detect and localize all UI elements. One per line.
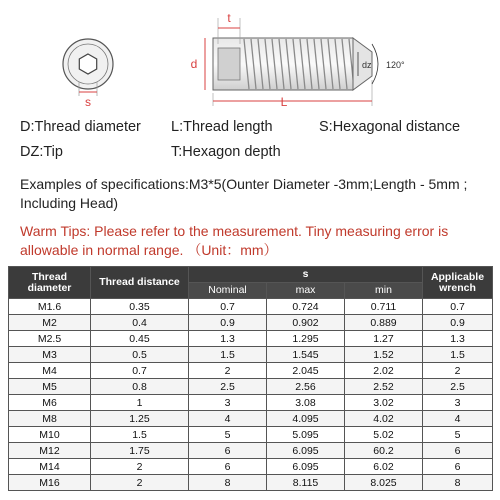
set-screw-diagram [0, 0, 500, 112]
cell-thread-diameter: M12 [9, 443, 91, 459]
cell-wrench: 1.5 [423, 347, 493, 363]
cell-thread-distance: 2 [91, 459, 189, 475]
table-row [9, 395, 493, 411]
cell-min: 8.025 [345, 475, 423, 491]
cell-wrench: 2 [423, 363, 493, 379]
table-row [9, 299, 493, 315]
label-L: L [280, 95, 288, 109]
specs-table [8, 266, 493, 491]
header-thread-distance: Thread distance [91, 267, 189, 299]
cell-max: 5.095 [267, 427, 345, 443]
table-row [9, 475, 493, 491]
cell-nominal: 8 [189, 475, 267, 491]
specification-example: Examples of specifications:M3*5(Ounter Diameter -3mm;Length - 5mm ; Including Head) [20, 176, 468, 211]
cell-thread-distance: 0.35 [91, 299, 189, 315]
table-row [9, 427, 493, 443]
cell-thread-distance: 1.5 [91, 427, 189, 443]
cell-thread-distance: 1.75 [91, 443, 189, 459]
cell-nominal: 3 [189, 395, 267, 411]
cell-max: 6.095 [267, 459, 345, 475]
cell-wrench: 0.7 [423, 299, 493, 315]
cell-thread-diameter: M2.5 [9, 331, 91, 347]
legend-hexagon-depth: T:Hexagon depth [171, 144, 281, 160]
cell-min: 4.02 [345, 411, 423, 427]
cell-thread-distance: 0.5 [91, 347, 189, 363]
cell-thread-diameter: M5 [9, 379, 91, 395]
table-row [9, 363, 493, 379]
cell-thread-distance: 1 [91, 395, 189, 411]
cell-thread-diameter: M6 [9, 395, 91, 411]
label-s: s [85, 95, 91, 109]
cell-thread-diameter: M1.6 [9, 299, 91, 315]
cell-wrench: 4 [423, 411, 493, 427]
cell-thread-distance: 0.4 [91, 315, 189, 331]
cell-thread-distance: 2 [91, 475, 189, 491]
cell-nominal: 0.9 [189, 315, 267, 331]
end-view-icon [63, 39, 113, 109]
specs-table-header [9, 267, 493, 299]
cell-max: 0.902 [267, 315, 345, 331]
header-thread-diameter: Thread diameter [9, 267, 91, 299]
cell-wrench: 5 [423, 427, 493, 443]
cell-thread-diameter: M16 [9, 475, 91, 491]
cell-wrench: 1.3 [423, 331, 493, 347]
legend-thread-length: L:Thread length [171, 119, 273, 135]
cell-thread-distance: 0.45 [91, 331, 189, 347]
warning-tips: Warm Tips: Please refer to the measurement. Tiny measuring error is allowable in normal range. （Unit：mm） [20, 223, 449, 258]
cell-min: 3.02 [345, 395, 423, 411]
cell-min: 6.02 [345, 459, 423, 475]
cell-thread-diameter: M2 [9, 315, 91, 331]
side-view-icon [191, 11, 405, 109]
header-nominal: Nominal [189, 283, 267, 299]
cell-wrench: 8 [423, 475, 493, 491]
cell-min: 0.889 [345, 315, 423, 331]
table-row [9, 411, 493, 427]
header-min: min [345, 283, 423, 299]
cell-thread-distance: 1.25 [91, 411, 189, 427]
label-t: t [227, 11, 231, 25]
cell-min: 60.2 [345, 443, 423, 459]
table-row [9, 315, 493, 331]
cell-thread-distance: 0.8 [91, 379, 189, 395]
cell-wrench: 6 [423, 443, 493, 459]
header-max: max [267, 283, 345, 299]
cell-max: 8.115 [267, 475, 345, 491]
cell-nominal: 1.5 [189, 347, 267, 363]
cell-max: 2.045 [267, 363, 345, 379]
cell-max: 3.08 [267, 395, 345, 411]
cell-min: 2.52 [345, 379, 423, 395]
table-row [9, 459, 493, 475]
cell-max: 6.095 [267, 443, 345, 459]
cell-max: 4.095 [267, 411, 345, 427]
legend-thread-diameter: D:Thread diameter [20, 119, 141, 135]
table-row [9, 331, 493, 347]
cell-nominal: 6 [189, 459, 267, 475]
cell-thread-diameter: M4 [9, 363, 91, 379]
cell-wrench: 2.5 [423, 379, 493, 395]
cell-nominal: 4 [189, 411, 267, 427]
header-applicable-wrench: Applicable wrench [423, 267, 493, 299]
cell-min: 1.52 [345, 347, 423, 363]
cell-min: 5.02 [345, 427, 423, 443]
cell-nominal: 1.3 [189, 331, 267, 347]
table-row [9, 379, 493, 395]
cell-thread-diameter: M3 [9, 347, 91, 363]
legend-hexagonal-distance: S:Hexagonal distance [319, 119, 461, 135]
cell-thread-diameter: M14 [9, 459, 91, 475]
cell-nominal: 2 [189, 363, 267, 379]
cell-max: 0.724 [267, 299, 345, 315]
cell-thread-distance: 0.7 [91, 363, 189, 379]
cell-thread-diameter: M8 [9, 411, 91, 427]
cell-nominal: 5 [189, 427, 267, 443]
legend-tip: DZ:Tip [20, 144, 63, 160]
cell-nominal: 6 [189, 443, 267, 459]
cell-wrench: 6 [423, 459, 493, 475]
cell-max: 2.56 [267, 379, 345, 395]
cell-max: 1.545 [267, 347, 345, 363]
cell-min: 2.02 [345, 363, 423, 379]
table-row [9, 443, 493, 459]
cell-min: 1.27 [345, 331, 423, 347]
cell-max: 1.295 [267, 331, 345, 347]
cell-thread-diameter: M10 [9, 427, 91, 443]
label-angle: 120° [386, 60, 405, 70]
table-row [9, 347, 493, 363]
label-d: d [190, 57, 198, 71]
cell-min: 0.711 [345, 299, 423, 315]
header-s: s [189, 267, 423, 283]
specs-table-body [9, 299, 493, 491]
label-dz: dz [362, 60, 372, 70]
cell-wrench: 3 [423, 395, 493, 411]
cell-nominal: 0.7 [189, 299, 267, 315]
cell-wrench: 0.9 [423, 315, 493, 331]
cell-nominal: 2.5 [189, 379, 267, 395]
